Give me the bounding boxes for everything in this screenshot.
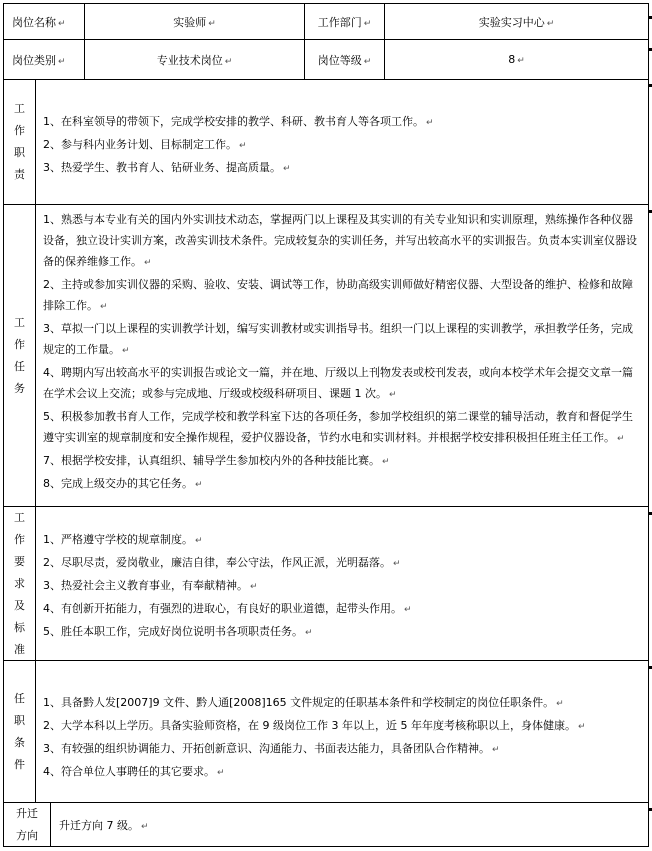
value-department: 实验实习中心 ↵ bbox=[385, 4, 648, 40]
task-item: 1、熟悉与本专业有关的国内外实训技术动态，掌握两门以上课程及其实训的有关专业知识和实训原理，熟练操作各种仪器设备，独立设计实训方案，改善实训技术条件。完成较复杂的实训任务，并写出较高水平的实训报告。负责本实训室仪器设备的保养维修工作。 ↵ bbox=[43, 209, 640, 274]
task-item: 3、草拟一门以上课程的实训教学计划，编写实训教材或实训指导书。组织一门以上课程的实训教学，承担教学任务，完成规定的工作量。 ↵ bbox=[43, 318, 640, 362]
value-position-name: 实验师 ↵ bbox=[85, 4, 305, 40]
section-label-tasks: 工 作 任 务 bbox=[4, 205, 36, 507]
section-label-duties: 工 作 职 责 bbox=[4, 80, 36, 205]
section-label-promotion: 升迁 方向 bbox=[4, 803, 51, 846]
task-item: 5、积极参加教书育人工作，完成学校和教学科室下达的各项任务，参加学校组织的第二课堂的辅导活动，教育和督促学生遵守实训室的规章制度和安全操作规程，爱护仪器设备，节约水电和实训材料。并根据学校安排积极担任班主任工作。 ↵ bbox=[43, 406, 640, 450]
value-position-grade: 8 ↵ bbox=[385, 40, 648, 80]
label-position-grade: 岗位等级 ↵ bbox=[305, 40, 385, 80]
condition-item: 2、大学本科以上学历。具备实验师资格，在 9 级岗位工作 3 年以上，近 5 年年度考核称职以上，身体健康。 ↵ bbox=[43, 715, 640, 738]
requirement-item: 5、胜任本职工作，完成好岗位说明书各项职责任务。 ↵ bbox=[43, 621, 640, 644]
requirement-item: 3、热爱社会主义教育事业，有奉献精神。 ↵ bbox=[43, 575, 640, 598]
task-item: 2、主持或参加实训仪器的采购、验收、安装、调试等工作，协助高级实训师做好精密仪器、大型设备的维护、检修和故障排除工作。 ↵ bbox=[43, 274, 640, 318]
condition-item: 4、符合单位人事聘任的其它要求。 ↵ bbox=[43, 761, 640, 784]
label-position-name: 岗位名称 ↵ bbox=[4, 4, 85, 40]
condition-item: 3、有较强的组织协调能力、开拓创新意识、沟通能力、书面表达能力，具备团队合作精神。 ↵ bbox=[43, 738, 640, 761]
requirement-item: 2、尽职尽责，爱岗敬业，廉洁自律，奉公守法，作风正派，光明磊落。 ↵ bbox=[43, 552, 640, 575]
section-content-conditions bbox=[36, 661, 648, 803]
section-content-requirements bbox=[36, 507, 648, 661]
duty-item: 2、参与科内业务计划、目标制定工作。 ↵ bbox=[43, 134, 640, 157]
task-item: 8、完成上级交办的其它任务。 ↵ bbox=[43, 473, 640, 496]
label-department: 工作部门 ↵ bbox=[305, 4, 385, 40]
section-content-promotion: 升迁方向 7 级。 ↵ bbox=[51, 803, 648, 846]
section-label-conditions: 任 职 条 件 bbox=[4, 661, 36, 803]
task-item: 7、根据学校安排，认真组织、辅导学生参加校内外的各种技能比赛。 ↵ bbox=[43, 450, 640, 473]
duty-item: 3、热爱学生、教书育人、钻研业务、提高质量。 ↵ bbox=[43, 157, 640, 180]
requirement-item: 4、有创新开拓能力，有强烈的进取心，有良好的职业道德，起带头作用。 ↵ bbox=[43, 598, 640, 621]
label-position-category: 岗位类别 ↵ bbox=[4, 40, 85, 80]
section-content-tasks bbox=[36, 205, 648, 507]
duty-item: 1、在科室领导的带领下，完成学校安排的教学、科研、教书育人等各项工作。 ↵ bbox=[43, 111, 640, 134]
section-content-duties bbox=[36, 80, 648, 205]
task-item: 4、聘期内写出较高水平的实训报告或论文一篇，并在地、厅级以上刊物发表或校刊发表，或向本校学术年会提交文章一篇在学术会议上交流；或参与完成地、厅级或校级科研项目、课题 1 次。 ↵ bbox=[43, 362, 640, 406]
condition-item: 1、具备黔人发[2007]9 文件、黔人通[2008]165 文件规定的任职基本条件和学校制定的岗位任职条件。 ↵ bbox=[43, 692, 640, 715]
section-label-requirements: 工 作 要 求 及 标 准 bbox=[4, 507, 36, 661]
value-position-category: 专业技术岗位 ↵ bbox=[85, 40, 305, 80]
requirement-item: 1、严格遵守学校的规章制度。 ↵ bbox=[43, 529, 640, 552]
job-table bbox=[3, 3, 649, 847]
